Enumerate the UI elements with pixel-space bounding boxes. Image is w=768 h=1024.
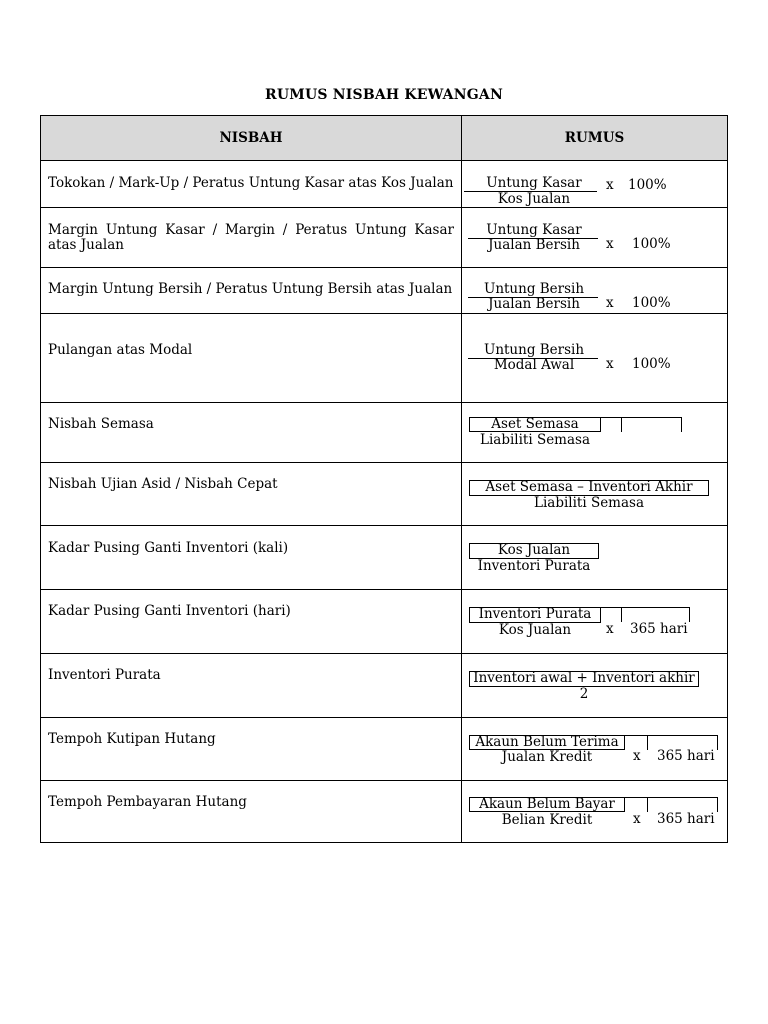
formula-denominator: Jualan Kredit: [501, 749, 593, 765]
formula-denominator: Jualan Bersih: [488, 237, 580, 253]
formula-multiplier: 365 hari: [630, 621, 688, 637]
row-divider: [41, 462, 727, 463]
ratio-table: [40, 115, 728, 843]
formula-multiplier: 365 hari: [657, 748, 715, 764]
row-divider: [41, 313, 727, 314]
formula-tick: [647, 797, 648, 812]
formula-denominator: Kos Jualan: [498, 622, 572, 638]
ratio-name: Nisbah Semasa: [48, 416, 154, 432]
formula-numerator: Inventori Purata: [478, 606, 592, 622]
table-header: [41, 116, 727, 161]
row-divider: [41, 402, 727, 403]
header-rumus: RUMUS: [564, 130, 625, 146]
formula-denominator: Liabiliti Semasa: [479, 432, 591, 448]
ratio-name: Nisbah Ujian Asid / Nisbah Cepat: [48, 476, 278, 492]
ratio-name: Margin Untung Bersih / Peratus Untung Bersih atas Jualan: [48, 281, 453, 297]
formula-line: [624, 797, 718, 798]
ratio-name: Tempoh Pembayaran Hutang: [48, 794, 247, 810]
ratio-name: Kadar Pusing Ganti Inventori (kali): [48, 540, 289, 556]
formula-numerator: Aset Semasa – Inventori Akhir: [485, 479, 693, 495]
multiply-sign: x: [606, 356, 614, 372]
multiply-sign: x: [606, 621, 614, 637]
formula-numerator: Inventori awal + Inventori akhir: [473, 670, 695, 686]
formula-denominator: Belian Kredit: [501, 812, 593, 828]
formula-denominator: 2: [579, 686, 589, 702]
formula-tick: [717, 735, 718, 750]
formula-tick: [621, 607, 622, 622]
formula-multiplier: 100%: [632, 236, 671, 252]
formula-line: [600, 607, 690, 608]
row-divider: [41, 717, 727, 718]
ratio-name: Pulangan atas Modal: [48, 342, 193, 358]
formula-numerator: Untung Kasar: [486, 175, 582, 191]
document-title: RUMUS NISBAH KEWANGAN: [265, 87, 503, 103]
ratio-name: Tempoh Kutipan Hutang: [48, 731, 216, 747]
header-nisbah: NISBAH: [219, 130, 283, 146]
formula-denominator: Inventori Purata: [477, 558, 591, 574]
formula-multiplier: 100%: [632, 295, 671, 311]
formula-multiplier: 100%: [632, 356, 671, 372]
column-divider: [461, 116, 462, 842]
formula-tick: [681, 417, 682, 432]
formula-numerator: Untung Kasar: [486, 222, 582, 238]
formula-denominator: Jualan Bersih: [488, 296, 580, 312]
row-divider: [41, 525, 727, 526]
row-divider: [41, 267, 727, 268]
ratio-name: Kadar Pusing Ganti Inventori (hari): [48, 603, 291, 619]
formula-denominator: Kos Jualan: [497, 191, 571, 207]
ratio-name: Tokokan / Mark-Up / Peratus Untung Kasar atas Kos Jualan: [48, 175, 454, 191]
formula-numerator: Aset Semasa: [491, 416, 579, 432]
formula-numerator: Akaun Belum Terima: [475, 734, 619, 750]
row-divider: [41, 207, 727, 208]
formula-line: [624, 735, 718, 736]
row-divider: [41, 780, 727, 781]
ratio-name: Inventori Purata: [48, 667, 161, 683]
row-divider: [41, 589, 727, 590]
formula-numerator: Untung Bersih: [483, 342, 585, 358]
formula-numerator: Untung Bersih: [483, 281, 585, 297]
formula-denominator: Modal Awal: [493, 357, 575, 373]
formula-multiplier: 365 hari: [657, 811, 715, 827]
ratio-name: Margin Untung Kasar / Margin / Peratus Untung Kasar atas Jualan: [48, 222, 454, 253]
formula-numerator: Kos Jualan: [497, 542, 571, 558]
row-divider: [41, 653, 727, 654]
multiply-sign: x: [633, 811, 641, 827]
formula-denominator: Liabiliti Semasa: [533, 495, 645, 511]
multiply-sign: x: [633, 748, 641, 764]
formula-tick: [647, 735, 648, 750]
formula-line: [600, 417, 682, 418]
multiply-sign: x: [606, 236, 614, 252]
formula-multiplier: 100%: [628, 177, 667, 193]
multiply-sign: x: [606, 177, 614, 193]
formula-tick: [689, 607, 690, 622]
formula-numerator: Akaun Belum Bayar: [479, 796, 615, 812]
formula-tick: [621, 417, 622, 432]
formula-tick: [717, 797, 718, 812]
multiply-sign: x: [606, 295, 614, 311]
